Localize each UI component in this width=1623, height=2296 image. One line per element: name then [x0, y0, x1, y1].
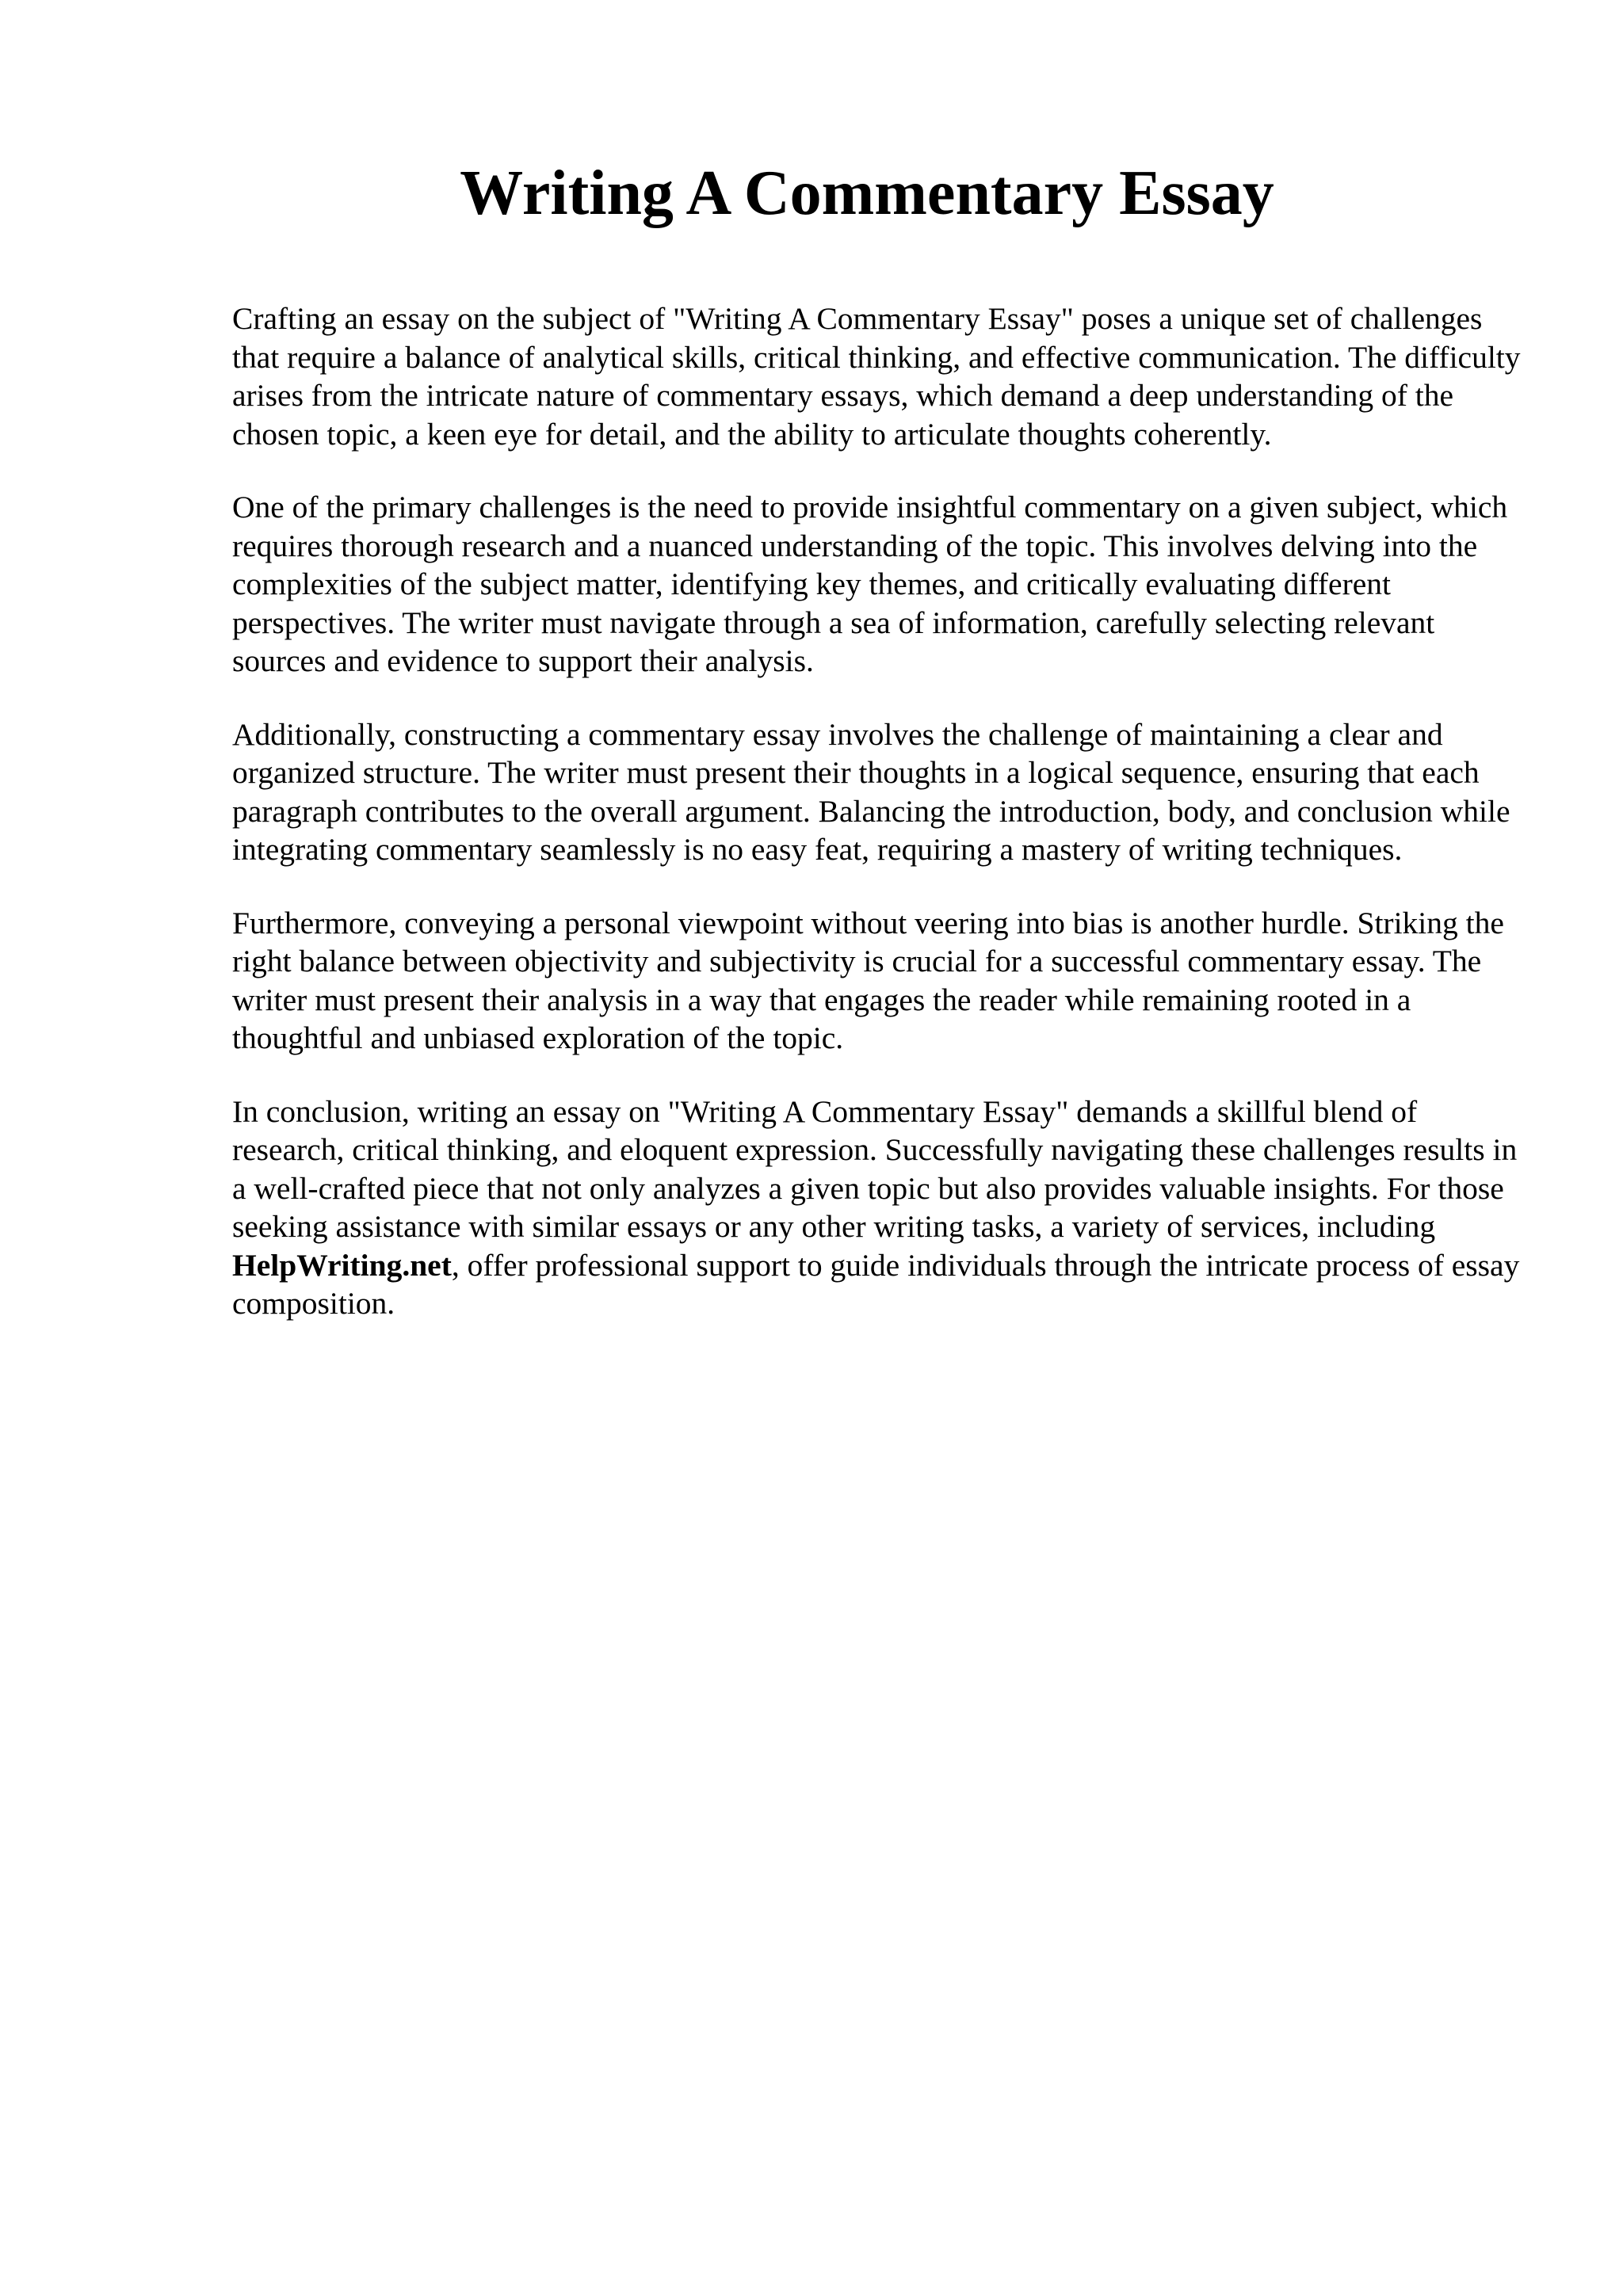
- paragraph-1: Crafting an essay on the subject of "Writing A Commentary Essay" poses a unique set of challenges that require a balance of analytical skills, critical thinking, and effective communication. The difficulty arises from the intricate nature of commentary essays, which demand a deep understanding of the chosen topic, a keen eye for detail, and the ability to articulate thoughts coherently.: [232, 301, 1521, 452]
- conclusion-text-after: , offer professional support to guide individuals through the intricate process of essay composition.: [232, 1247, 1520, 1321]
- brand-name-text: HelpWriting.net: [232, 1247, 452, 1283]
- page-title: Writing A Commentary Essay: [460, 158, 1274, 228]
- conclusion-text-before: In conclusion, writing an essay on "Writing A Commentary Essay" demands a skillful blend of research, critical thinking, and eloquent expression. Successfully navigating these challenges results in a well-crafted piece that not only analyzes a given topic but also provides valuable insights. For those seeking assistance with similar essays or any other writing tasks, a variety of services, including: [232, 1093, 1518, 1244]
- paragraph-4: Furthermore, conveying a personal viewpoint without veering into bias is another hurdle. Striking the right balance between objectivity and subjectivity is crucial for a successful commentary essay. The writer must present their analysis in a way that engages the reader while remaining rooted in a thoughtful and unbiased exploration of the topic.: [232, 905, 1504, 1055]
- paragraph-3: Additionally, constructing a commentary essay involves the challenge of maintaining a clear and organized structure. The writer must present their thoughts in a logical sequence, ensuring that each paragraph contributes to the overall argument. Balancing the introduction, body, and conclusion while integrating commentary seamlessly is no easy feat, requiring a mastery of writing techniques.: [232, 716, 1510, 867]
- paragraph-conclusion: [232, 1093, 1524, 1323]
- essay-body: [232, 299, 1524, 1358]
- paragraph-2: One of the primary challenges is the need to provide insightful commentary on a given subject, which requires thorough research and a nuanced understanding of the topic. This involves delving into the complexities of the subject matter, identifying key themes, and critically evaluating different perspectives. The writer must navigate through a sea of information, carefully selecting relevant sources and evidence to support their analysis.: [232, 490, 1508, 678]
